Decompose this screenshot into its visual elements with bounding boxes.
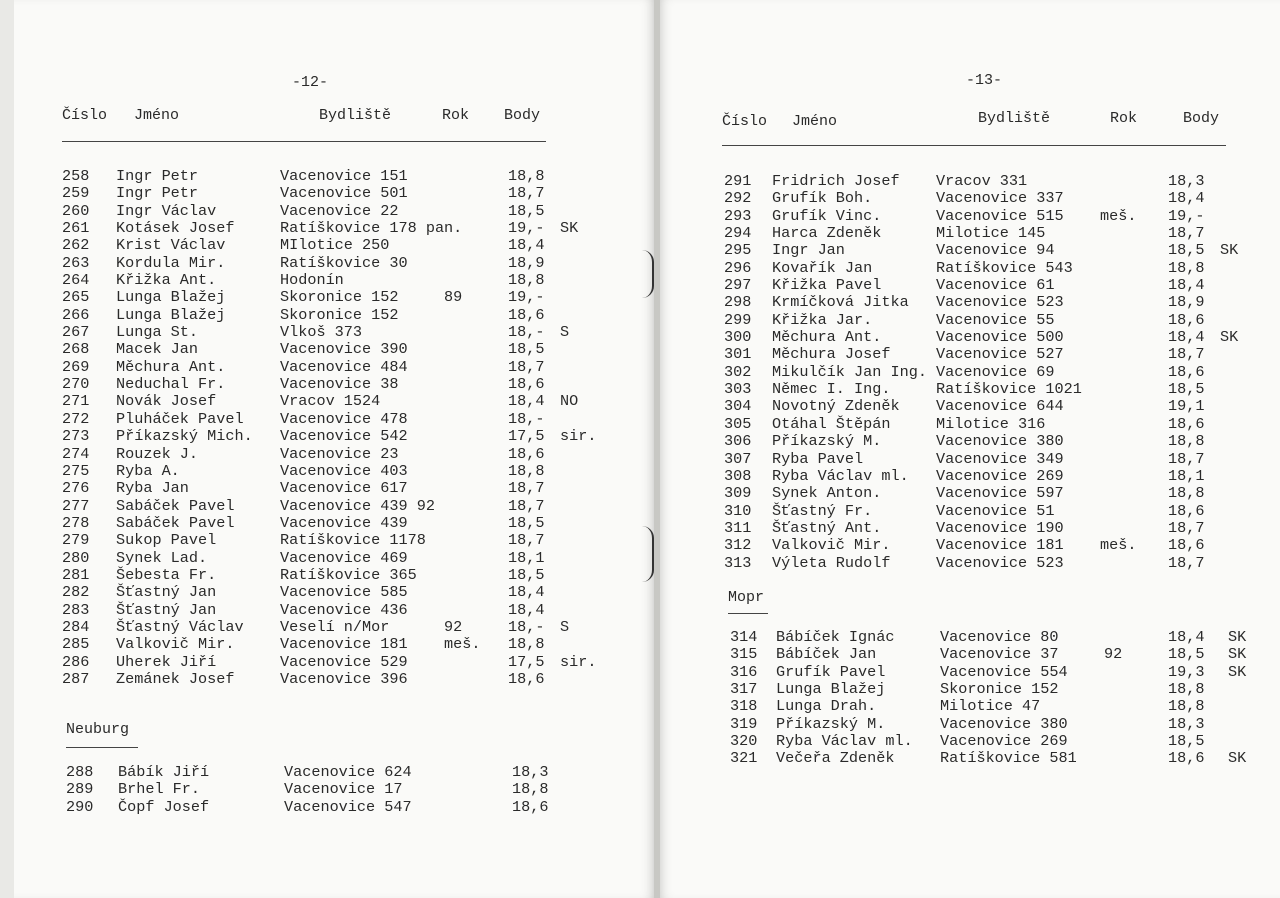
header-bydliste: Bydliště (978, 110, 1051, 127)
cell-addr: Vacenovice 269 (936, 466, 1064, 485)
cell-name: Příkazský Mich. (116, 427, 253, 446)
cell-name: Otáhal Štěpán (772, 414, 891, 433)
cell-no: 321 (730, 749, 758, 768)
cell-name: Měchura Josef (772, 345, 891, 364)
cell-body: 18,8 (512, 780, 549, 799)
section-title: Neuburg (66, 721, 130, 738)
cell-name: Novák Josef (116, 392, 217, 411)
header-rok: Rok (442, 107, 470, 124)
cell-body: 18,7 (1168, 449, 1205, 468)
cell-addr: Vacenovice 554 (940, 662, 1068, 681)
cell-name: Uherek Jiří (116, 652, 217, 671)
cell-name: Synek Anton. (772, 484, 882, 503)
cell-note: SK (1228, 662, 1247, 681)
page-12 (14, 0, 654, 898)
cell-no: 266 (62, 305, 90, 324)
cell-addr: Vacenovice 523 (936, 293, 1064, 312)
cell-rok: meš. (444, 635, 481, 654)
cell-no: 273 (62, 427, 90, 446)
cell-addr: Ratíškovice 30 (280, 253, 408, 272)
cell-no: 259 (62, 184, 90, 203)
cell-addr: Vacenovice 439 (280, 513, 408, 532)
cell-no: 263 (62, 253, 90, 272)
cell-body: 18,7 (1168, 553, 1205, 572)
cell-no: 301 (724, 345, 752, 364)
cell-body: 19,1 (1168, 397, 1205, 416)
cell-name: Šťastný Ant. (772, 518, 882, 537)
cell-body: 19,- (508, 288, 545, 307)
cell-body: 18,6 (512, 797, 549, 816)
cell-no: 285 (62, 635, 90, 654)
cell-name: Příkazský M. (772, 432, 882, 451)
cell-body: 18,4 (508, 392, 545, 411)
cell-body: 18,4 (1168, 328, 1205, 347)
cell-no: 305 (724, 414, 752, 433)
cell-body: 18,4 (1168, 276, 1205, 295)
cell-name: Fridrich Josef (772, 172, 900, 190)
cell-name: Ingr Václav (116, 201, 217, 220)
cell-addr: Vacenovice 439 92 (280, 496, 435, 515)
cell-addr: Milotice 47 (940, 697, 1041, 716)
cell-no: 302 (724, 362, 752, 381)
cell-body: 18,8 (508, 271, 545, 290)
cell-no: 298 (724, 293, 752, 312)
cell-rok: meš. (1100, 536, 1137, 555)
cell-no: 294 (724, 224, 752, 243)
header-body: Body (504, 107, 541, 124)
cell-no: 306 (724, 432, 752, 451)
cell-no: 284 (62, 617, 90, 636)
cell-name: Sukop Pavel (116, 531, 217, 550)
cell-rok: 92 (444, 617, 463, 636)
cell-name: Němec I. Ing. (772, 380, 891, 399)
cell-no: 311 (724, 518, 752, 537)
cell-body: 18,4 (508, 236, 545, 255)
cell-note: SK (1228, 749, 1247, 768)
header-body: Body (1183, 110, 1220, 127)
cell-addr: MIlotice 250 (280, 236, 390, 255)
cell-no: 282 (62, 583, 90, 602)
cell-addr: Ratíškovice 178 pan. (280, 219, 463, 238)
cell-name: Bábíček Jan (776, 645, 877, 664)
cell-no: 275 (62, 461, 90, 480)
cell-body: 18,7 (508, 496, 545, 515)
cell-no: 280 (62, 548, 90, 567)
cell-no: 296 (724, 258, 752, 277)
cell-no: 277 (62, 496, 90, 515)
cell-body: 18,9 (508, 253, 545, 272)
cell-body: 18,7 (1168, 345, 1205, 364)
cell-name: Pluháček Pavel (116, 409, 244, 428)
cell-no: 260 (62, 201, 90, 220)
cell-name: Neduchal Fr. (116, 375, 226, 394)
section-rule (66, 747, 138, 748)
header-rok: Rok (1110, 110, 1138, 127)
cell-addr: Vacenovice 478 (280, 409, 408, 428)
section-rule (728, 613, 768, 614)
cell-body: 18,7 (1168, 224, 1205, 243)
cell-no: 271 (62, 392, 90, 411)
cell-addr: Vacenovice 469 (280, 548, 408, 567)
cell-no: 258 (62, 167, 90, 185)
page-number: -12- (292, 74, 329, 91)
cell-body: 18,3 (1168, 714, 1205, 733)
cell-name: Brhel Fr. (118, 780, 201, 799)
cell-name: Lunga Blažej (116, 288, 226, 307)
cell-body: 18,6 (1168, 362, 1205, 381)
cell-addr: Ratíškovice 581 (940, 749, 1077, 768)
cell-addr: Vacenovice 349 (936, 449, 1064, 468)
cell-no: 292 (724, 189, 752, 208)
cell-addr: Vacenovice 181 (280, 635, 408, 654)
cell-name: Lunga Blažej (776, 680, 886, 699)
cell-body: 18,7 (508, 531, 545, 550)
cell-name: Ingr Petr (116, 184, 199, 203)
cell-body: 18,6 (508, 444, 545, 463)
cell-body: 18,5 (1168, 380, 1205, 399)
cell-addr: Vacenovice 151 (280, 167, 408, 185)
cell-addr: Vracov 1524 (280, 392, 381, 411)
cell-body: 18,6 (508, 375, 545, 394)
cell-no: 286 (62, 652, 90, 671)
cell-addr: Ratíškovice 1178 (280, 531, 426, 550)
cell-rok: 92 (1104, 645, 1123, 664)
cell-no: 310 (724, 501, 752, 520)
cell-addr: Vacenovice 547 (284, 797, 412, 816)
cell-body: 18,4 (1168, 628, 1205, 646)
cell-addr: Vacenovice 94 (936, 241, 1055, 260)
cell-name: Ryba A. (116, 461, 180, 480)
cell-no: 283 (62, 600, 90, 619)
cell-name: Grufík Boh. (772, 189, 873, 208)
cell-addr: Vacenovice 22 (280, 201, 399, 220)
cell-no: 303 (724, 380, 752, 399)
cell-name: Kotásek Josef (116, 219, 235, 238)
cell-body: 18,- (508, 323, 545, 342)
cell-no: 265 (62, 288, 90, 307)
cell-no: 319 (730, 714, 758, 733)
cell-no: 270 (62, 375, 90, 394)
cell-name: Ryba Pavel (772, 449, 864, 468)
cell-name: Synek Lad. (116, 548, 208, 567)
cell-no: 269 (62, 357, 90, 376)
cell-addr: Vacenovice 515 (936, 206, 1064, 225)
cell-name: Valkovič Mir. (116, 635, 235, 654)
cell-name: Kovařík Jan (772, 258, 873, 277)
cell-no: 295 (724, 241, 752, 260)
cell-name: Křižka Ant. (116, 271, 217, 290)
cell-body: 18,8 (1168, 432, 1205, 451)
cell-name: Mikulčík Jan Ing. (772, 362, 927, 381)
cell-note: NO (560, 392, 579, 411)
cell-note: SK (560, 219, 579, 238)
cell-addr: Hodonín (280, 271, 344, 290)
cell-name: Lunga Blažej (116, 305, 226, 324)
cell-addr: Vacenovice 390 (280, 340, 408, 359)
cell-addr: Milotice 316 (936, 414, 1046, 433)
cell-addr: Vacenovice 51 (936, 501, 1055, 520)
header-jmeno: Jméno (134, 107, 180, 124)
cell-no: 300 (724, 328, 752, 347)
cell-addr: Milotice 145 (936, 224, 1046, 243)
cell-name: Sabáček Pavel (116, 496, 235, 515)
cell-body: 18,6 (508, 669, 545, 688)
cell-name: Výleta Rudolf (772, 553, 891, 572)
cell-no: 317 (730, 680, 758, 699)
cell-addr: Vracov 331 (936, 172, 1028, 190)
cell-no: 315 (730, 645, 758, 664)
cell-note: SK (1228, 628, 1247, 646)
cell-body: 18,8 (1168, 258, 1205, 277)
cell-body: 18,8 (508, 461, 545, 480)
cell-addr: Vacenovice 617 (280, 479, 408, 498)
cell-no: 318 (730, 697, 758, 716)
cell-body: 18,8 (508, 167, 545, 185)
cell-addr: Skoronice 152 (280, 288, 399, 307)
cell-no: 312 (724, 536, 752, 555)
cell-addr: Vacenovice 644 (936, 397, 1064, 416)
cell-addr: Ratíškovice 365 (280, 565, 417, 584)
cell-note: SK (1220, 328, 1239, 347)
cell-body: 18,8 (1168, 680, 1205, 699)
cell-addr: Vacenovice 37 (940, 645, 1059, 664)
cell-no: 262 (62, 236, 90, 255)
cell-body: 18,5 (1168, 645, 1205, 664)
cell-no: 281 (62, 565, 90, 584)
cell-addr: Vacenovice 55 (936, 310, 1055, 329)
cell-body: 18,5 (508, 565, 545, 584)
cell-body: 18,- (508, 409, 545, 428)
cell-body: 18,- (508, 617, 545, 636)
cell-name: Harca Zdeněk (772, 224, 882, 243)
cell-name: Měchura Ant. (772, 328, 882, 347)
cell-addr: Vacenovice 80 (940, 628, 1059, 646)
cell-name: Měchura Ant. (116, 357, 226, 376)
cell-name: Sabáček Pavel (116, 513, 235, 532)
cell-addr: Vacenovice 500 (936, 328, 1064, 347)
cell-note: sir. (560, 652, 597, 671)
cell-addr: Vacenovice 403 (280, 461, 408, 480)
cell-name: Šťastný Jan (116, 583, 217, 602)
cell-body: 18,3 (512, 763, 549, 781)
cell-rok: meš. (1100, 206, 1137, 225)
cell-body: 17,5 (508, 652, 545, 671)
section-title: Mopr (728, 589, 765, 606)
cell-body: 18,8 (508, 635, 545, 654)
cell-body: 18,5 (508, 513, 545, 532)
cell-no: 287 (62, 669, 90, 688)
bracket-mark (642, 526, 654, 582)
cell-body: 18,6 (1168, 536, 1205, 555)
cell-name: Šťastný Fr. (772, 501, 873, 520)
cell-name: Grufík Vinc. (772, 206, 882, 225)
cell-name: Bábíček Ignác (776, 628, 895, 646)
cell-body: 18,4 (508, 583, 545, 602)
cell-no: 307 (724, 449, 752, 468)
cell-name: Zemánek Josef (116, 669, 235, 688)
cell-addr: Vacenovice 380 (940, 714, 1068, 733)
cell-addr: Vacenovice 396 (280, 669, 408, 688)
cell-name: Ingr Jan (772, 241, 845, 260)
cell-addr: Vacenovice 484 (280, 357, 408, 376)
cell-note: SK (1220, 241, 1239, 260)
cell-addr: Vacenovice 69 (936, 362, 1055, 381)
cell-no: 261 (62, 219, 90, 238)
cell-name: Ingr Petr (116, 167, 199, 185)
cell-no: 274 (62, 444, 90, 463)
cell-name: Křižka Jar. (772, 310, 873, 329)
cell-no: 297 (724, 276, 752, 295)
cell-addr: Vacenovice 190 (936, 518, 1064, 537)
page-13 (660, 0, 1280, 898)
cell-addr: Vacenovice 542 (280, 427, 408, 446)
cell-body: 18,6 (1168, 310, 1205, 329)
cell-name: Ryba Václav ml. (776, 732, 913, 751)
cell-body: 18,7 (1168, 518, 1205, 537)
cell-addr: Veselí n/Mor (280, 617, 390, 636)
bracket-mark (642, 250, 654, 298)
cell-body: 18,4 (508, 600, 545, 619)
cell-name: Šebesta Fr. (116, 565, 217, 584)
header-cislo: Číslo (62, 107, 108, 124)
header-rule (722, 145, 1226, 146)
cell-no: 299 (724, 310, 752, 329)
cell-name: Lunga St. (116, 323, 199, 342)
cell-name: Krmíčková Jitka (772, 293, 909, 312)
cell-addr: Vacenovice 527 (936, 345, 1064, 364)
cell-name: Rouzek J. (116, 444, 199, 463)
cell-body: 18,3 (1168, 172, 1205, 190)
cell-addr: Vlkoš 373 (280, 323, 363, 342)
cell-addr: Vacenovice 337 (936, 189, 1064, 208)
header-bydliste: Bydliště (319, 107, 392, 124)
cell-body: 18,7 (508, 479, 545, 498)
cell-name: Novotný Zdeněk (772, 397, 900, 416)
cell-name: Ryba Jan (116, 479, 189, 498)
cell-body: 18,8 (1168, 484, 1205, 503)
cell-body: 18,6 (1168, 414, 1205, 433)
cell-addr: Skoronice 152 (940, 680, 1059, 699)
cell-body: 19,- (1168, 206, 1205, 225)
cell-addr: Vacenovice 624 (284, 763, 412, 781)
page-number: -13- (966, 72, 1003, 89)
cell-addr: Vacenovice 181 (936, 536, 1064, 555)
cell-addr: Vacenovice 529 (280, 652, 408, 671)
header-jmeno: Jméno (792, 113, 838, 130)
cell-note: S (560, 617, 570, 636)
cell-name: Lunga Drah. (776, 697, 877, 716)
cell-body: 18,5 (1168, 732, 1205, 751)
cell-body: 18,6 (1168, 749, 1205, 768)
cell-addr: Vacenovice 23 (280, 444, 399, 463)
cell-name: Šťastný Václav (116, 617, 244, 636)
cell-no: 288 (66, 763, 94, 781)
cell-note: sir. (560, 427, 597, 446)
cell-no: 264 (62, 271, 90, 290)
cell-no: 289 (66, 780, 94, 799)
cell-body: 18,5 (508, 201, 545, 220)
cell-name: Macek Jan (116, 340, 199, 359)
cell-no: 308 (724, 466, 752, 485)
cell-body: 18,1 (1168, 466, 1205, 485)
cell-body: 18,1 (508, 548, 545, 567)
cell-name: Večeřa Zdeněk (776, 749, 895, 768)
cell-body: 18,6 (1168, 501, 1205, 520)
cell-name: Křižka Pavel (772, 276, 882, 295)
cell-addr: Vacenovice 17 (284, 780, 403, 799)
cell-addr: Vacenovice 501 (280, 184, 408, 203)
cell-no: 272 (62, 409, 90, 428)
cell-addr: Vacenovice 38 (280, 375, 399, 394)
header-rule (62, 141, 546, 142)
cell-body: 18,4 (1168, 189, 1205, 208)
cell-body: 18,9 (1168, 293, 1205, 312)
cell-addr: Vacenovice 380 (936, 432, 1064, 451)
cell-no: 314 (730, 628, 758, 646)
cell-name: Ryba Václav ml. (772, 466, 909, 485)
cell-no: 304 (724, 397, 752, 416)
cell-addr: Ratíškovice 1021 (936, 380, 1082, 399)
cell-no: 313 (724, 553, 752, 572)
cell-addr: Vacenovice 585 (280, 583, 408, 602)
cell-addr: Skoronice 152 (280, 305, 399, 324)
cell-body: 18,5 (508, 340, 545, 359)
cell-body: 18,7 (508, 184, 545, 203)
cell-no: 316 (730, 662, 758, 681)
cell-addr: Ratíškovice 543 (936, 258, 1073, 277)
cell-addr: Vacenovice 523 (936, 553, 1064, 572)
cell-addr: Vacenovice 436 (280, 600, 408, 619)
cell-name: Čopf Josef (118, 797, 210, 816)
cell-no: 278 (62, 513, 90, 532)
cell-name: Šťastný Jan (116, 600, 217, 619)
cell-no: 267 (62, 323, 90, 342)
cell-body: 17,5 (508, 427, 545, 446)
cell-no: 279 (62, 531, 90, 550)
header-cislo: Číslo (722, 113, 768, 130)
cell-no: 320 (730, 732, 758, 751)
cell-addr: Vacenovice 61 (936, 276, 1055, 295)
cell-no: 290 (66, 797, 94, 816)
cell-body: 18,6 (508, 305, 545, 324)
cell-addr: Vacenovice 269 (940, 732, 1068, 751)
cell-name: Bábík Jiří (118, 763, 210, 781)
cell-body: 18,5 (1168, 241, 1205, 260)
cell-rok: 89 (444, 288, 463, 307)
cell-name: Grufík Pavel (776, 662, 886, 681)
cell-no: 276 (62, 479, 90, 498)
cell-no: 293 (724, 206, 752, 225)
cell-note: S (560, 323, 570, 342)
cell-body: 19,3 (1168, 662, 1205, 681)
cell-no: 268 (62, 340, 90, 359)
cell-no: 309 (724, 484, 752, 503)
cell-name: Kordula Mir. (116, 253, 226, 272)
cell-addr: Vacenovice 597 (936, 484, 1064, 503)
cell-body: 19,- (508, 219, 545, 238)
cell-name: Krist Václav (116, 236, 226, 255)
cell-no: 291 (724, 172, 752, 190)
cell-name: Příkazský M. (776, 714, 886, 733)
cell-body: 18,8 (1168, 697, 1205, 716)
cell-name: Valkovič Mir. (772, 536, 891, 555)
cell-note: SK (1228, 645, 1247, 664)
cell-body: 18,7 (508, 357, 545, 376)
